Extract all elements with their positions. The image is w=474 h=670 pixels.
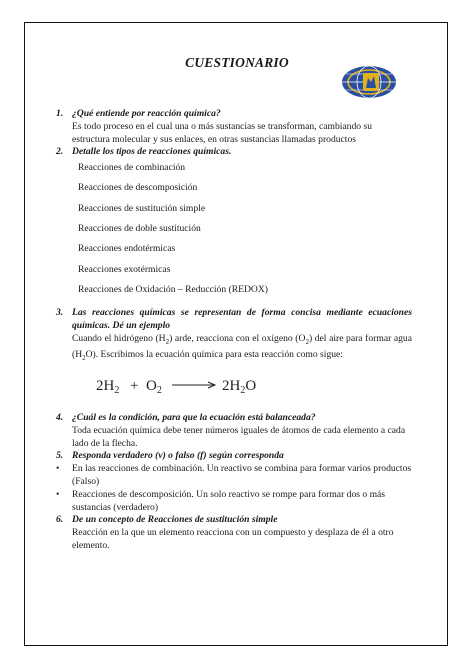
question-number: 1. <box>56 108 64 119</box>
answer-text: Es todo proceso en el cual una o más sustancias se transforman, cambiando su estructura molecular y sus enlaces, en otras sustancias llamadas productos <box>72 120 372 145</box>
question-number: 4. <box>56 412 64 424</box>
question-3 <box>56 307 412 412</box>
question-number: 3. <box>56 307 64 319</box>
list-item: Reacciones de combinación <box>78 162 186 174</box>
list-item: Reacciones de doble sustitución <box>78 223 201 235</box>
question-5 <box>56 450 412 514</box>
question-title: De un concepto de Reacciones de sustitución simple <box>72 514 278 526</box>
question-6 <box>56 514 412 552</box>
answer-text: Reacción en la que un elemento reacciona con un compuesto y desplaza de él a otro elemento. <box>72 527 394 552</box>
globe-emblem-icon <box>340 64 398 100</box>
question-title: ¿Cuál es la condición, para que la ecuación está balanceada? <box>72 412 316 424</box>
question-number: 6. <box>56 514 64 526</box>
list-item: • En las reacciones de combinación. Un reactivo se combina para formar varios productos (Falso) <box>56 463 412 488</box>
list-item: Reacciones de Oxidación – Reducción (REDOX) <box>78 283 268 295</box>
question-number: 5. <box>56 450 64 462</box>
svg-text:+: + <box>130 378 139 395</box>
svg-text:2H2O: $2H_2O$ <box>222 378 257 397</box>
question-title: Detalle los tipos de reacciones químicas. <box>72 146 232 158</box>
chemical-equation <box>96 375 296 397</box>
question-title: Responda verdadero (v) o falso (f) según corresponda <box>72 450 284 462</box>
list-item: • Reacciones de descomposición. Un solo reactivo se rompe para formar dos o más sustancias (verdadero) <box>56 488 386 513</box>
svg-text:O2: $O_2$ <box>146 378 162 397</box>
question-2 <box>56 146 412 304</box>
page-title: CUESTIONARIO <box>185 55 289 70</box>
answer-text: Cuando el hidrógeno $(H_2)$ arde, reacciona con el oxígeno $(O_2)$ del aire para formar agua $(H_2O)$. Escribimos la ecuación química para esta reacción como sigue: <box>72 332 412 362</box>
question-title: ¿Qué entiende por reacción química? <box>72 108 221 119</box>
question-number: 2. <box>56 146 64 158</box>
question-4 <box>56 412 412 450</box>
question-1 <box>56 108 412 146</box>
bullet-icon: • <box>56 488 60 500</box>
answer-text: Toda ecuación química debe tener números iguales de átomos de cada elemento a cada lado de la flecha. <box>72 424 406 449</box>
svg-text:2H2: $2H_2$ <box>96 378 120 397</box>
questionnaire-body <box>56 108 412 553</box>
bullet-icon: • <box>56 463 60 475</box>
list-item: Reacciones exotérmicas <box>78 263 171 275</box>
question-title: Las reacciones químicas se representan de forma concisa mediante ecuaciones químicas. Dé un ejemplo <box>72 307 412 332</box>
list-item: Reacciones endotérmicas <box>78 243 176 255</box>
list-item: Reacciones de sustitución simple <box>78 202 206 214</box>
list-item: Reacciones de descomposición <box>78 182 198 194</box>
reaction-types-list <box>78 162 412 304</box>
